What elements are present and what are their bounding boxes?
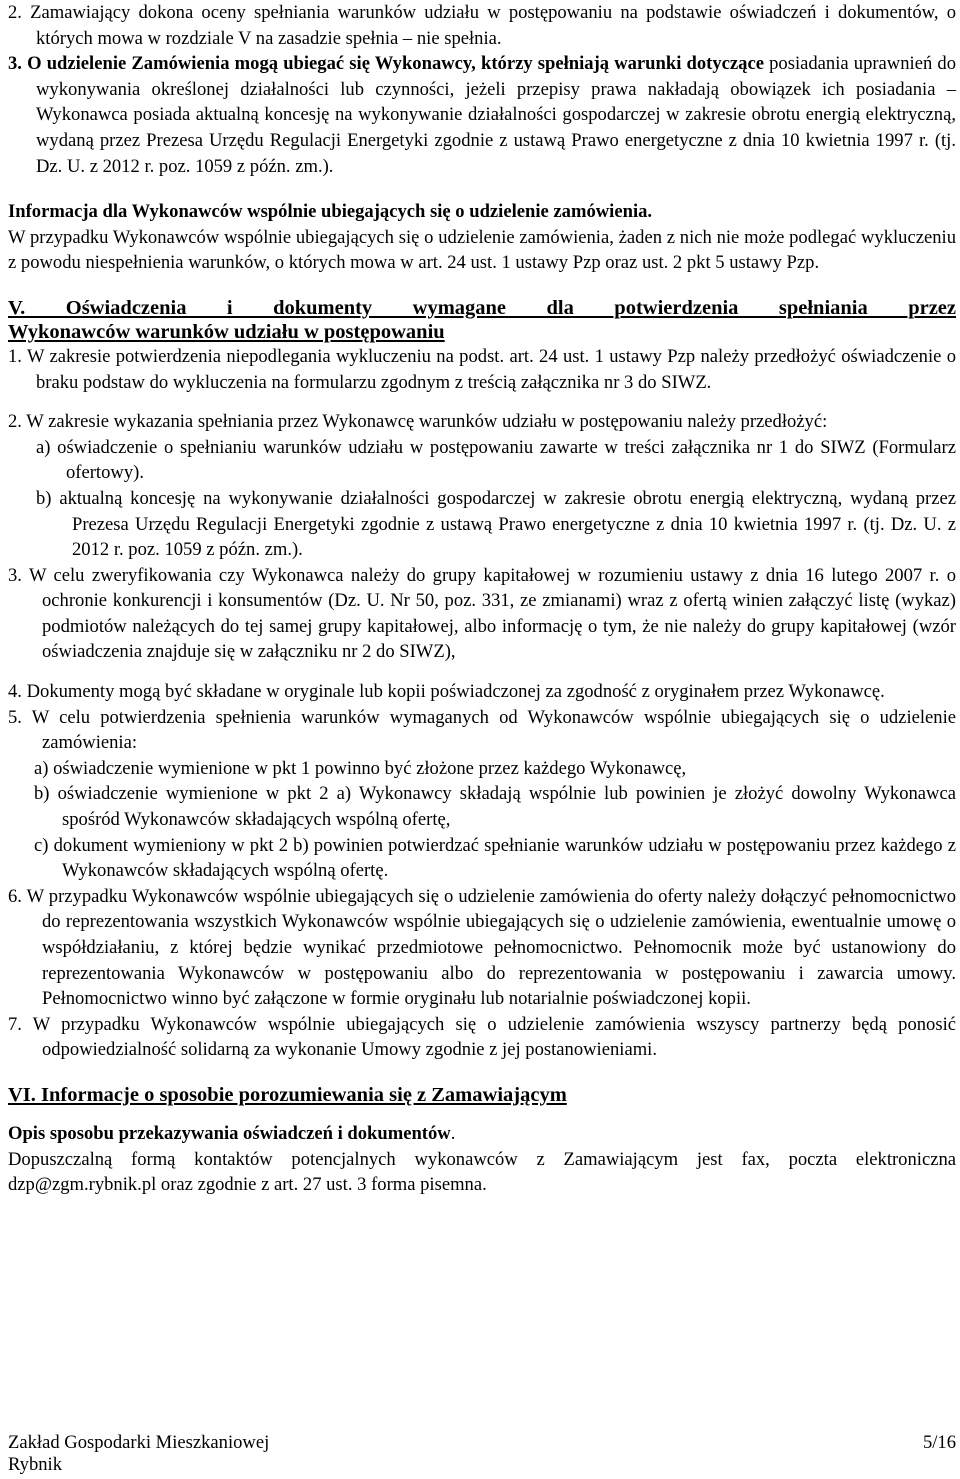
- section5-item5c: c) dokument wymieniony w pkt 2 b) powinien potwierdzać spełnianie warunków udziału w postępowaniu przez każdego z Wykonawców składających wspólną ofertę.: [34, 834, 956, 882]
- section5-item6: 6. W przypadku Wykonawców wspólnie ubiegających się o udzielenie zamówienia do oferty należy dołączyć pełnomocnictwo do reprezentowania wszystkich Wykonawców wspólnie ubiegających się o udzielenie zamówienia, ewentualnie umowę o współdziałaniu, z której będzie wynikać przedmiotowe pełnomocnictwo. Pełnomocnik może być ustanowiony do reprezentowania Wykonawców w postępowaniu albo do reprezentowania w postępowaniu i zawarcia umowy. Pełnomocnictwo winno być załączone w formie oryginału lub notarialnie poświadczonej kopii.: [8, 885, 956, 1010]
- document-page: [8, 0, 956, 1198]
- section4-item3-bold: 3. O udzielenie Zamówienia mogą ubiegać się Wykonawcy, którzy spełniają warunki dotyczące: [8, 53, 764, 75]
- section6-text: Dopuszczalną formą kontaktów potencjalnych wykonawców z Zamawiającym jest fax, poczta elektroniczna dzp@zgm.rybnik.pl oraz zgodnie z art. 27 ust. 3 forma pisemna.: [8, 1148, 956, 1196]
- section5-item5a: a) oświadczenie wymienione w pkt 1 powinno być złożone przez każdego Wykonawcę,: [34, 757, 687, 779]
- page-footer: [8, 1432, 956, 1476]
- section5-item4: 4. Dokumenty mogą być składane w oryginale lub kopii poświadczonej za zgodność z oryginałem przez Wykonawcę.: [8, 681, 885, 703]
- section5-item1: 1. W zakresie potwierdzenia niepodlegania wykluczeniu na podst. art. 24 ust. 1 ustawy Pzp należy przedłożyć oświadczenie o braku podstaw do wykluczenia na formularzu zgodnym z treścią załącznika nr 3 do SIWZ.: [8, 345, 956, 393]
- section6-subheading-dot: .: [450, 1122, 456, 1144]
- joint-contractors-text: W przypadku Wykonawców wspólnie ubiegających się o udzielenie zamówienia, żaden z nich nie może podlegać wykluczeniu z powodu niespełnienia warunków, o których mowa w art. 24 ust. 1 ustawy Pzp oraz ust. 2 pkt 5 ustawy Pzp.: [8, 226, 956, 274]
- section6-subheading-row: [8, 1121, 956, 1147]
- section5-heading-line2: Wykonawców warunków udziału w postępowaniu: [8, 320, 445, 343]
- section5-item2: 2. W zakresie wykazania spełniania przez Wykonawcę warunków udziału w postępowaniu należy przedłożyć:: [8, 411, 828, 433]
- section5-item2b: b) aktualną koncesję na wykonywanie działalności gospodarczej w zakresie obrotu energią elektryczną, wydaną przez Prezesa Urzędu Regulacji Energetyki zgodnie z ustawą Prawo energetyczne z dnia 10 kwietnia 1997 r. (tj. Dz. U. z 2012 r. poz. 1059 z późn. zm.).: [36, 487, 956, 561]
- section5-item5: 5. W celu potwierdzenia spełnienia warunków wymaganych od Wykonawców wspólnie ubiegających się o udzielenie zamówienia:: [8, 706, 956, 754]
- section6-subheading: Opis sposobu przekazywania oświadczeń i dokumentów: [8, 1122, 451, 1144]
- footer-org-line2: Rybnik: [8, 1454, 63, 1475]
- section5-item2a: a) oświadczenie o spełnianiu warunków udziału w postępowaniu zawarte w treści załącznika nr 1 do SIWZ (Formularz ofertowy).: [36, 436, 956, 484]
- section4-item3: [8, 51, 956, 179]
- joint-contractors-heading: Informacja dla Wykonawców wspólnie ubiegających się o udzielenie zamówienia.: [8, 201, 653, 223]
- section5-item3: 3. W celu zweryfikowania czy Wykonawca należy do grupy kapitałowej w rozumieniu ustawy z dnia 16 lutego 2007 r. o ochronie konkurencji i konsumentów (Dz. U. Nr 50, poz. 331, ze zmianami) wraz z ofertą winien załączyć listę (wykaz) podmiotów należących do tej samej grupy kapitałowej, albo informację o tym, że nie należy do grupy kapitałowej (wzór oświadczenia znajduje się w załączniku nr 2 do SIWZ),: [8, 564, 956, 663]
- section4-item3-rest: posiadania uprawnień do wykonywania określonej działalności lub czynności, jeżeli przepisy prawa nakładają obowiązek ich posiadania – Wykonawca posiada aktualną koncesję na wykonywanie działalności gospodarczej w zakresie obrotu energią elektryczną, wydaną przez Prezesa Urzędu Regulacji Energetyki zgodnie z ustawą Prawo energetyczne z dnia 10 kwietnia 1997 r. (tj. Dz. U. z 2012 r. poz. 1059 z późn. zm.).: [36, 53, 956, 177]
- section5-heading-line1: V. Oświadczenia i dokumenty wymagane dla potwierdzenia spełniania przez: [8, 296, 956, 319]
- section5-item5b: b) oświadczenie wymienione w pkt 2 a) Wykonawcy składają wspólnie lub powinien je złożyć dowolny Wykonawca spośród Wykonawców składających wspólną ofertę,: [34, 783, 956, 831]
- section5-item7: 7. W przypadku Wykonawców wspólnie ubiegających się o udzielenie zamówienia wszyscy partnerzy będą ponosić odpowiedzialność solidarną za wykonanie Umowy zgodnie z jej postanowieniami.: [8, 1013, 956, 1061]
- footer-org-line1: Zakład Gospodarki Mieszkaniowej: [8, 1432, 270, 1453]
- section6-heading: VI. Informacje o sposobie porozumiewania się z Zamawiającym: [8, 1083, 567, 1106]
- section4-item2: 2. Zamawiający dokona oceny spełniania warunków udziału w postępowaniu na podstawie oświadczeń i dokumentów, o których mowa w rozdziale V na zasadzie spełnia – nie spełnia.: [8, 2, 956, 49]
- footer-page-number: 5/16: [922, 1432, 956, 1453]
